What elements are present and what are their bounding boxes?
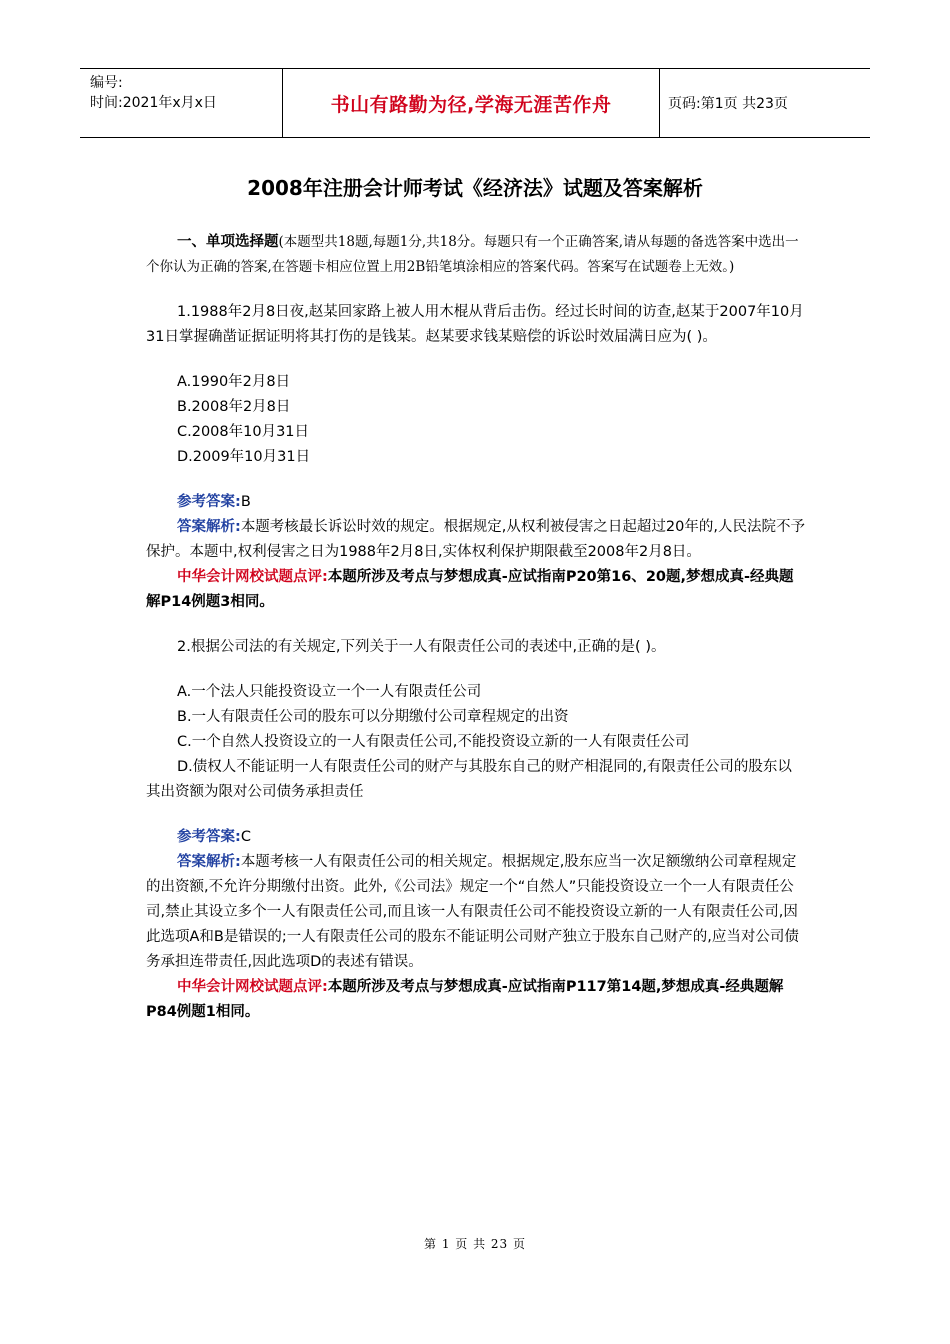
option-c: C.2008年10月31日 [177, 424, 310, 440]
answer-value: B [240, 494, 251, 510]
comment-label: 中华会计网校试题点评: [177, 569, 328, 585]
section-instructions: (本题型共18题,每题1分,共18分。每题只有一个正确答案,请从每题的备选答案中选出一个你认为正确的答案,在答题卡相应位置上用2B铅笔填涂相应的答案代码。答案写在试题卷上无效。) [146, 234, 799, 275]
option-a: A.一个法人只能投资设立一个一人有限责任公司 [177, 684, 482, 700]
document-header [80, 68, 870, 138]
question-1 [146, 300, 806, 615]
option-a: A.1990年2月8日 [177, 374, 291, 390]
option-b: B.2008年2月8日 [177, 399, 291, 415]
number-label: 编号: [90, 75, 123, 91]
comment-text: 本题所涉及考点与梦想成真-应试指南P117第14题,梦想成真-经典题解P84例题1相同。 [146, 979, 784, 1020]
comment-label: 中华会计网校试题点评: [177, 979, 328, 995]
header-motto: 书山有路勤为径,学海无涯苦作舟 [282, 69, 660, 137]
comment-text: 本题所涉及考点与梦想成真-应试指南P20第16、20题,梦想成真-经典题解P14例题3相同。 [146, 569, 794, 610]
analysis-label: 答案解析: [177, 519, 241, 535]
comment-paragraph [146, 565, 806, 615]
document-body [146, 230, 806, 1025]
question-stem: 2.根据公司法的有关规定,下列关于一人有限责任公司的表述中,正确的是( )。 [177, 639, 666, 655]
analysis-paragraph [146, 515, 806, 565]
time-label: 时间:2021年x月x日 [90, 95, 217, 111]
header-page-info: 页码:第1页 共23页 [668, 96, 788, 112]
answer-line [146, 490, 806, 515]
option-c: C.一个自然人投资设立的一人有限责任公司,不能投资设立新的一人有限责任公司 [177, 734, 690, 750]
section-intro [146, 230, 806, 280]
header-meta [80, 69, 282, 137]
analysis-text: 本题考核一人有限责任公司的相关规定。根据规定,股东应当一次足额缴纳公司章程规定的出资额,不允许分期缴付出资。此外,《公司法》规定一个“自然人”只能投资设立一个一人有限责任公司,禁止其设立多个一人有限责任公司,而且该一人有限责任公司不能投资设立新的一人有限责任公司,因此选项A和B是错误的;一人有限责任公司的股东不能证明公司财产独立于股东自己财产的,应当对公司债务承担连带责任,因此选项D的表述有错误。 [146, 854, 799, 970]
question-stem: 1.1988年2月8日夜,赵某回家路上被人用木棍从背后击伤。经过长时间的访查,赵某于2007年10月31日掌握确凿证据证明将其打伤的是钱某。赵某要求钱某赔偿的诉讼时效届满日应为( )。 [146, 304, 804, 345]
answer-label: 参考答案: [177, 829, 241, 845]
question-2 [146, 635, 806, 1025]
answer-label: 参考答案: [177, 494, 241, 510]
page-footer: 第 1 页 共 23 页 [424, 1237, 526, 1251]
answer-line [146, 825, 806, 850]
answer-value: C [240, 829, 251, 845]
option-b: B.一人有限责任公司的股东可以分期缴付公司章程规定的出资 [177, 709, 569, 725]
option-d: D.2009年10月31日 [177, 449, 311, 465]
analysis-label: 答案解析: [177, 854, 241, 870]
section-heading: 一、单项选择题 [177, 234, 279, 250]
comment-paragraph [146, 975, 806, 1025]
document-title: 2008年注册会计师考试《经济法》试题及答案解析 [247, 176, 703, 200]
option-d: D.债权人不能证明一人有限责任公司的财产与其股东自己的财产相混同的,有限责任公司的股东以其出资额为限对公司债务承担责任 [146, 759, 792, 800]
analysis-paragraph [146, 850, 806, 975]
analysis-text: 本题考核最长诉讼时效的规定。根据规定,从权利被侵害之日起超过20年的,人民法院不予保护。本题中,权利侵害之日为1988年2月8日,实体权利保护期限截至2008年2月8日。 [146, 519, 805, 560]
